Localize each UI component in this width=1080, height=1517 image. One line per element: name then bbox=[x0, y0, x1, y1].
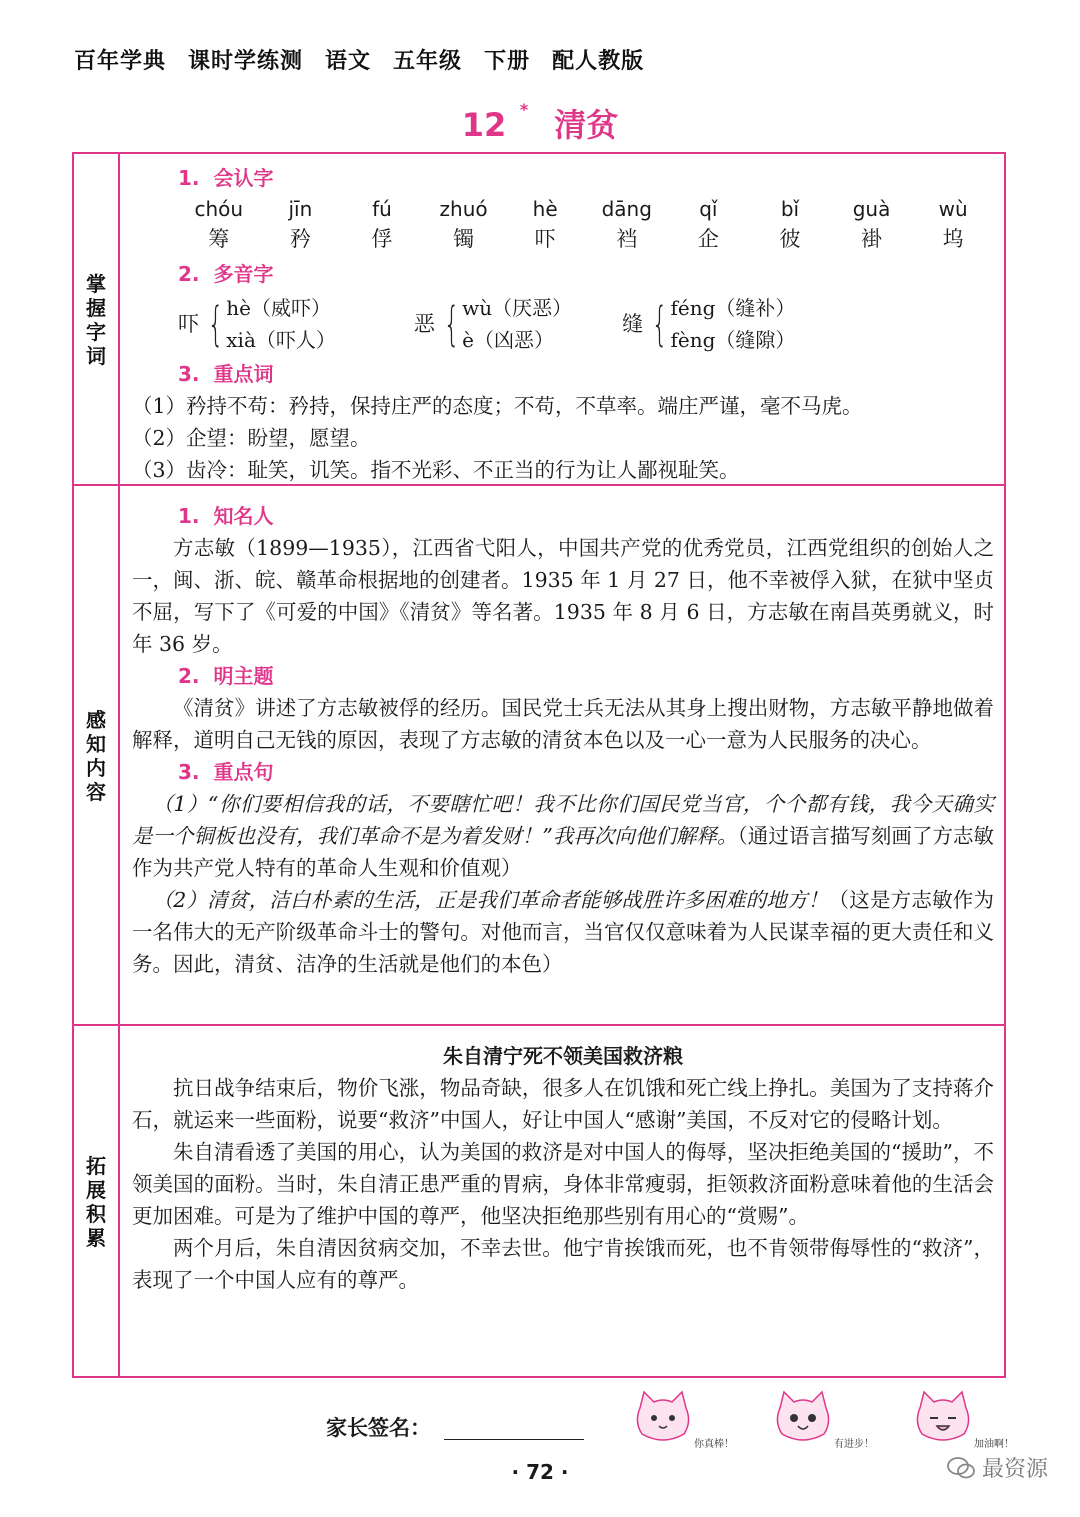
section-label-vocabulary: 掌握字词 bbox=[74, 154, 120, 486]
story-paragraph: 朱自清看透了美国的用心，认为美国的救济是对中国人的侮辱，坚决拒绝美国的“援助”，不领美国的面粉。当时，朱自清正患严重的胃病，身体非常瘦弱，拒领救济面粉意味着他的生活会更加困难。可是为了维护中国的尊严，他坚决拒绝那些别有用心的“赏赐”。 bbox=[132, 1140, 994, 1228]
polyphone-char: 恶 bbox=[413, 312, 435, 336]
sentence-quote: （1）“你们要相信我的话，不要瞎忙吧！我不比你们国民党当官，个个都有钱，我今天确实是一个铜板也没有，我们革命不是为着发财！”我再次向他们解释。 bbox=[132, 792, 994, 848]
reading: è（凶恶） bbox=[462, 328, 555, 352]
character: 企 bbox=[697, 227, 719, 251]
pinyin: guà bbox=[852, 197, 891, 221]
section-label-content: 感知内容 bbox=[74, 486, 120, 1026]
sentence-note: （这是方志敏作为一名伟大的无产阶级革命斗士的警句。对他而言，当官仅仅意味着为人民谋幸福的更大责任和义务。因此，清贫、洁净的生活就是他们的本色） bbox=[132, 888, 994, 976]
keyword-item: （2）企望：盼望，愿望。 bbox=[132, 426, 371, 450]
subheading-sentences: 3. 重点句 bbox=[178, 760, 274, 784]
reading: xià（吓人） bbox=[226, 328, 336, 352]
sentence-note: （通过语言描写刻画了方志敏作为共产党人特有的革命人生观和价值观） bbox=[132, 824, 994, 880]
character-row bbox=[178, 224, 994, 258]
pinyin: bǐ bbox=[780, 197, 800, 221]
signature-line[interactable] bbox=[444, 1439, 584, 1440]
extension-section bbox=[132, 1040, 994, 1296]
header-edition: 配人教版 bbox=[552, 49, 645, 74]
pinyin: qǐ bbox=[699, 197, 718, 221]
cat-icon bbox=[908, 1388, 978, 1450]
section-divider bbox=[74, 1024, 1004, 1026]
watermark bbox=[946, 1452, 1048, 1483]
character: 筹 bbox=[208, 227, 230, 251]
polyphone-group bbox=[178, 292, 336, 356]
character: 彼 bbox=[779, 227, 801, 251]
pinyin: wù bbox=[938, 197, 968, 221]
brace-icon: { bbox=[443, 297, 460, 351]
page-number: · 72 · bbox=[511, 1460, 569, 1484]
sentence-quote: （2）清贫，洁白朴素的生活，正是我们革命者能够战胜许多困难的地方！ bbox=[152, 888, 829, 912]
story-paragraph: 抗日战争结束后，物价飞涨，物品奇缺，很多人在饥饿和死亡线上挣扎。美国为了支持蒋介石，就运来一些面粉，说要“救济”中国人，好让中国人“感谢”美国，不反对它的侵略计划。 bbox=[132, 1076, 994, 1132]
section-label-extension: 拓展积累 bbox=[74, 1026, 120, 1378]
header-volume: 下册 bbox=[484, 49, 531, 74]
character: 褂 bbox=[861, 227, 883, 251]
header-book: 课时学练测 bbox=[188, 49, 304, 74]
reading: féng（缝补） bbox=[670, 296, 796, 320]
vocabulary-section bbox=[132, 162, 994, 486]
parent-signature-label: 家长签名： bbox=[326, 1416, 431, 1440]
watermark-text: 最资源 bbox=[981, 1457, 1048, 1482]
lesson-table bbox=[72, 152, 1006, 1378]
polyphone-group bbox=[414, 292, 572, 356]
pinyin-row bbox=[178, 194, 994, 224]
character: 吓 bbox=[534, 227, 556, 251]
brace-icon: { bbox=[207, 297, 224, 351]
subheading-keywords: 3. 重点词 bbox=[178, 362, 274, 386]
cat-icon bbox=[628, 1388, 698, 1450]
reading: hè（威吓） bbox=[226, 296, 331, 320]
polyphone-char: 吓 bbox=[178, 312, 199, 336]
header-series: 百年学典 bbox=[74, 49, 167, 74]
cat-sticker bbox=[628, 1388, 734, 1450]
optional-mark: * bbox=[519, 100, 529, 119]
polyphone-char: 缝 bbox=[622, 312, 644, 336]
person-paragraph: 方志敏（1899—1935），江西省弋阳人，中国共产党的优秀党员，江西党组织的创始人之一，闽、浙、皖、赣革命根据地的创建者。1935 年 1 月 27 日，他不幸被俘入狱，在狱中坚贞不屈，写下了《可爱的中国》《清贫》等名著。1935 年 8 月 6 日，方志敏在南昌英勇就义，时年 36 岁。 bbox=[132, 536, 994, 656]
lesson-name: 清贫 bbox=[554, 106, 619, 144]
subheading-person: 1. 知名人 bbox=[178, 504, 274, 528]
character: 俘 bbox=[371, 227, 393, 251]
character: 矜 bbox=[289, 227, 311, 251]
sticker-label: 你真棒！ bbox=[694, 1439, 734, 1450]
content-section bbox=[132, 500, 994, 980]
pinyin: jīn bbox=[288, 197, 313, 221]
story-paragraph: 两个月后，朱自清因贫病交加，不幸去世。他宁肯挨饿而死，也不肯领带侮辱性的“救济”，表现了一个中国人应有的尊严。 bbox=[132, 1236, 994, 1292]
lesson-number: 12 * bbox=[461, 100, 529, 144]
key-sentence bbox=[132, 788, 994, 884]
theme-paragraph: 《清贫》讲述了方志敏被俘的经历。国民党士兵无法从其身上搜出财物，方志敏平静地做着解释，道明自己无钱的原因，表现了方志敏的清贫本色以及一心一意为人民服务的决心。 bbox=[132, 696, 994, 752]
pinyin: hè bbox=[532, 197, 558, 221]
story-title: 朱自清宁死不领美国救济粮 bbox=[443, 1044, 683, 1068]
keyword-item: （3）齿冷：耻笑，讥笑。指不光彩、不正当的行为让人鄙视耻笑。 bbox=[132, 458, 740, 482]
reward-stickers bbox=[628, 1388, 1014, 1450]
character: 坞 bbox=[942, 227, 964, 251]
pinyin: fú bbox=[372, 197, 392, 221]
character: 裆 bbox=[616, 227, 638, 251]
sticker-label: 有进步！ bbox=[834, 1439, 874, 1450]
cat-sticker bbox=[908, 1388, 1014, 1450]
cat-sticker bbox=[768, 1388, 874, 1450]
polyphone-group bbox=[622, 292, 795, 356]
pinyin: chóu bbox=[194, 197, 244, 221]
reading: wù（厌恶） bbox=[462, 296, 573, 320]
lesson-title bbox=[0, 100, 1080, 146]
character: 镯 bbox=[453, 227, 475, 251]
reading: fèng（缝隙） bbox=[670, 328, 796, 352]
brace-icon: { bbox=[651, 297, 668, 351]
pinyin: dāng bbox=[601, 197, 652, 221]
wechat-icon bbox=[946, 1455, 976, 1481]
subheading-polyphones: 2. 多音字 bbox=[178, 262, 274, 286]
keyword-item: （1）矜持不苟：矜持，保持庄严的态度；不苟，不草率。端庄严谨，毫不马虎。 bbox=[132, 394, 863, 418]
polyphone-row bbox=[178, 290, 994, 358]
header-grade: 五年级 bbox=[393, 49, 463, 74]
subheading-recognize: 1. 会认字 bbox=[178, 166, 274, 190]
cat-icon bbox=[768, 1388, 838, 1450]
pinyin: zhuó bbox=[439, 197, 488, 221]
book-header bbox=[74, 44, 666, 75]
subheading-theme: 2. 明主题 bbox=[178, 664, 274, 688]
key-sentence bbox=[132, 884, 994, 980]
header-subject: 语文 bbox=[325, 49, 372, 74]
sticker-label: 加油啊！ bbox=[974, 1439, 1014, 1450]
